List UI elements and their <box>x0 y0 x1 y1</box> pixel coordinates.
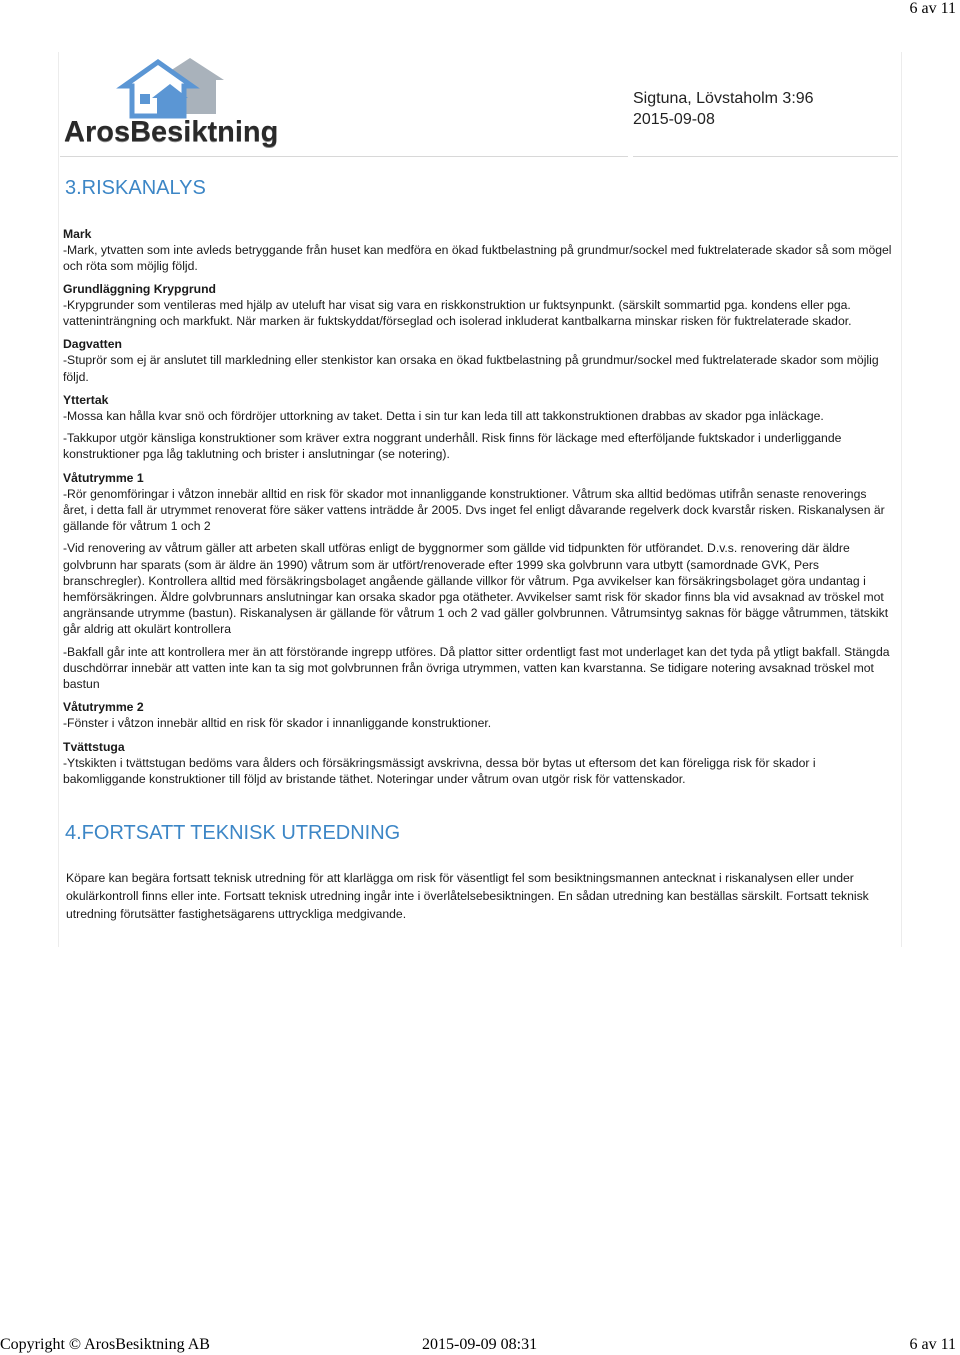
block-paragraph: -Bakfall går inte att kontrollera mer än att förstörande ingrepp utföres. Då plattor sitter ordentligt fast mot underlaget kan det tyda på ytligt bakfall. Stängda duschdörrar innebär att vatten inte kan ta sig mot golvbrunnen från övriga utrymmen, vatten kan kvarstanna. Se tidigare notering avsaknad tröskel mot bastun <box>63 644 890 692</box>
header-info <box>633 88 814 130</box>
block-paragraph: -Rör genomföringar i våtzon innebär alltid en risk för skador mot innanliggande konstruktioner. Våtrum ska alltid bedömas utifrån senaste renoverings året, i detta fall är utrymmet renoverat före säker vattens inträdde år 2005. Dvs inget fel enligt dåvarande regelverk dock kvarstår risken. Riskanalysen är gällande för våtrum 1 och 2 <box>63 486 885 534</box>
footer-copyright: Copyright © ArosBesiktning AB <box>0 1336 210 1353</box>
block-heading: Våtutrymme 1 <box>63 470 144 485</box>
page-footer <box>0 1336 960 1355</box>
header-divider-left <box>60 156 628 157</box>
block-heading: Grundläggning Krypgrund <box>63 281 217 296</box>
fortsatt-utredning-text: Köpare kan begära fortsatt teknisk utredning för att klarlägga om risk för väsentligt fel som besiktningsmannen antecknat i riskanalysen eller under okulärkontroll finns eller inte. Fortsatt teknisk utredning ingår inte i överlåtelsebesiktningen. En sådan utredning kan beställas särskilt. Fortsatt teknisk utredning förutsätter fastighetsägarens uttryckliga medgivande. <box>66 871 869 921</box>
block-paragraph: -Fönster i våtzon innebär alltid en risk för skador i innanliggande konstruktioner. <box>63 716 492 731</box>
block-paragraph: -Takkupor utgör känsliga konstruktioner som kräver extra noggrant underhåll. Risk finns för läckage med efterföljande fuktskador i underliggande konstruktioner pga låg taklutning och brister i anslutningar (se notering). <box>63 431 842 462</box>
block-paragraph: -Vid renovering av våtrum gäller att arbeten skall utföras enligt de byggnormer som gällde vid tidpunkten för utförandet. D.v.s. renovering där äldre golvbrunn har sparats (som är äldre än 1990) våtrum som är utfört/renoverade efter 1999 ska golvbrunn vara utbytt (samordnade GVK, Pers branschregler). Kontrollera alltid med försäkringsbolaget angående gällande villkor för våtrum. Pga avvikelser kan försäkringsbolaget göra undantag i hemförsäkringen. Äldre golvbrunnars anslutningar kan orsaka skador pga otätheter. Avvikelser samt risk för skador finns bla vid avsaknad av tröskel mot angränsande utrymme (bastun). Riskanalysen är gällande för våtrum 1 och 2 vad gäller golvbrunnen. Våtrumsintyg saknas för bägge våtrummen, tätskikt går aldrig att okulärt kontrollera <box>63 541 889 637</box>
block-paragraph: -Stuprör som ej är anslutet till markledning eller stenkistor kan orsaka en ökad fuktbelastning på grundmur/sockel med fuktrelaterade skador som möjlig följd. <box>63 353 879 384</box>
block-paragraph: -Mark, ytvatten som inte avleds betryggande från huset kan medföra en ökad fuktbelastning på grundmur/sockel med fuktrelaterade skador så som mögel och röta som möjlig följd. <box>63 243 892 274</box>
block-heading: Yttertak <box>63 392 109 407</box>
block-paragraph: -Krypgrunder som ventileras med hjälp av uteluft har visat sig vara en riskkonstruktion ur fuktsynpunkt. (särskilt sommartid pga. kondens eller pga. vatteninträngning och markfukt. När marken är fuktskyddat/förseglad och isolerad inkluderat kantbalkarna minskar risken för fuktrelaterade skador. <box>63 297 852 329</box>
fortsatt-utredning-content <box>66 869 886 923</box>
report-date: 2015-09-08 <box>633 111 715 128</box>
company-logo <box>64 58 279 154</box>
property-address: Sigtuna, Lövstaholm 3:96 <box>633 90 814 107</box>
block-paragraph: -Ytskikten i tvättstugan bedöms vara ålders och försäkringsmässigt avskrivna, dessa bör bytas ut eftersom det kan föreligga risk för skador i bakomliggande konstruktioner till följd av bristande täthet. Noteringar under våtrum ovan utgör risk för vattenskador. <box>63 755 816 787</box>
page-indicator-top: 6 av 11 <box>909 0 956 17</box>
house-logo-icon <box>94 58 244 120</box>
block-heading: Våtutrymme 2 <box>63 700 144 715</box>
section-title-riskanalys: 3.RISKANALYS <box>65 177 206 199</box>
section-title-fortsatt-utredning: 4.FORTSATT TEKNISK UTREDNING <box>65 822 401 844</box>
block-paragraph: -Mossa kan hålla kvar snö och fördröjer uttorkning av taket. Detta i sin tur kan leda till att takkonstruktionen drabbas av skador pga inläckage. <box>63 409 824 424</box>
footer-timestamp: 2015-09-09 08:31 <box>422 1336 538 1353</box>
riskanalys-content <box>63 226 893 787</box>
header-divider-right <box>633 156 898 157</box>
footer-page-number: 6 av 11 <box>909 1336 956 1353</box>
block-heading: Dagvatten <box>63 337 122 352</box>
block-heading: Mark <box>63 227 92 241</box>
block-heading: Tvättstuga <box>63 739 125 754</box>
logo-wordmark: ArosBesiktning <box>64 116 279 148</box>
